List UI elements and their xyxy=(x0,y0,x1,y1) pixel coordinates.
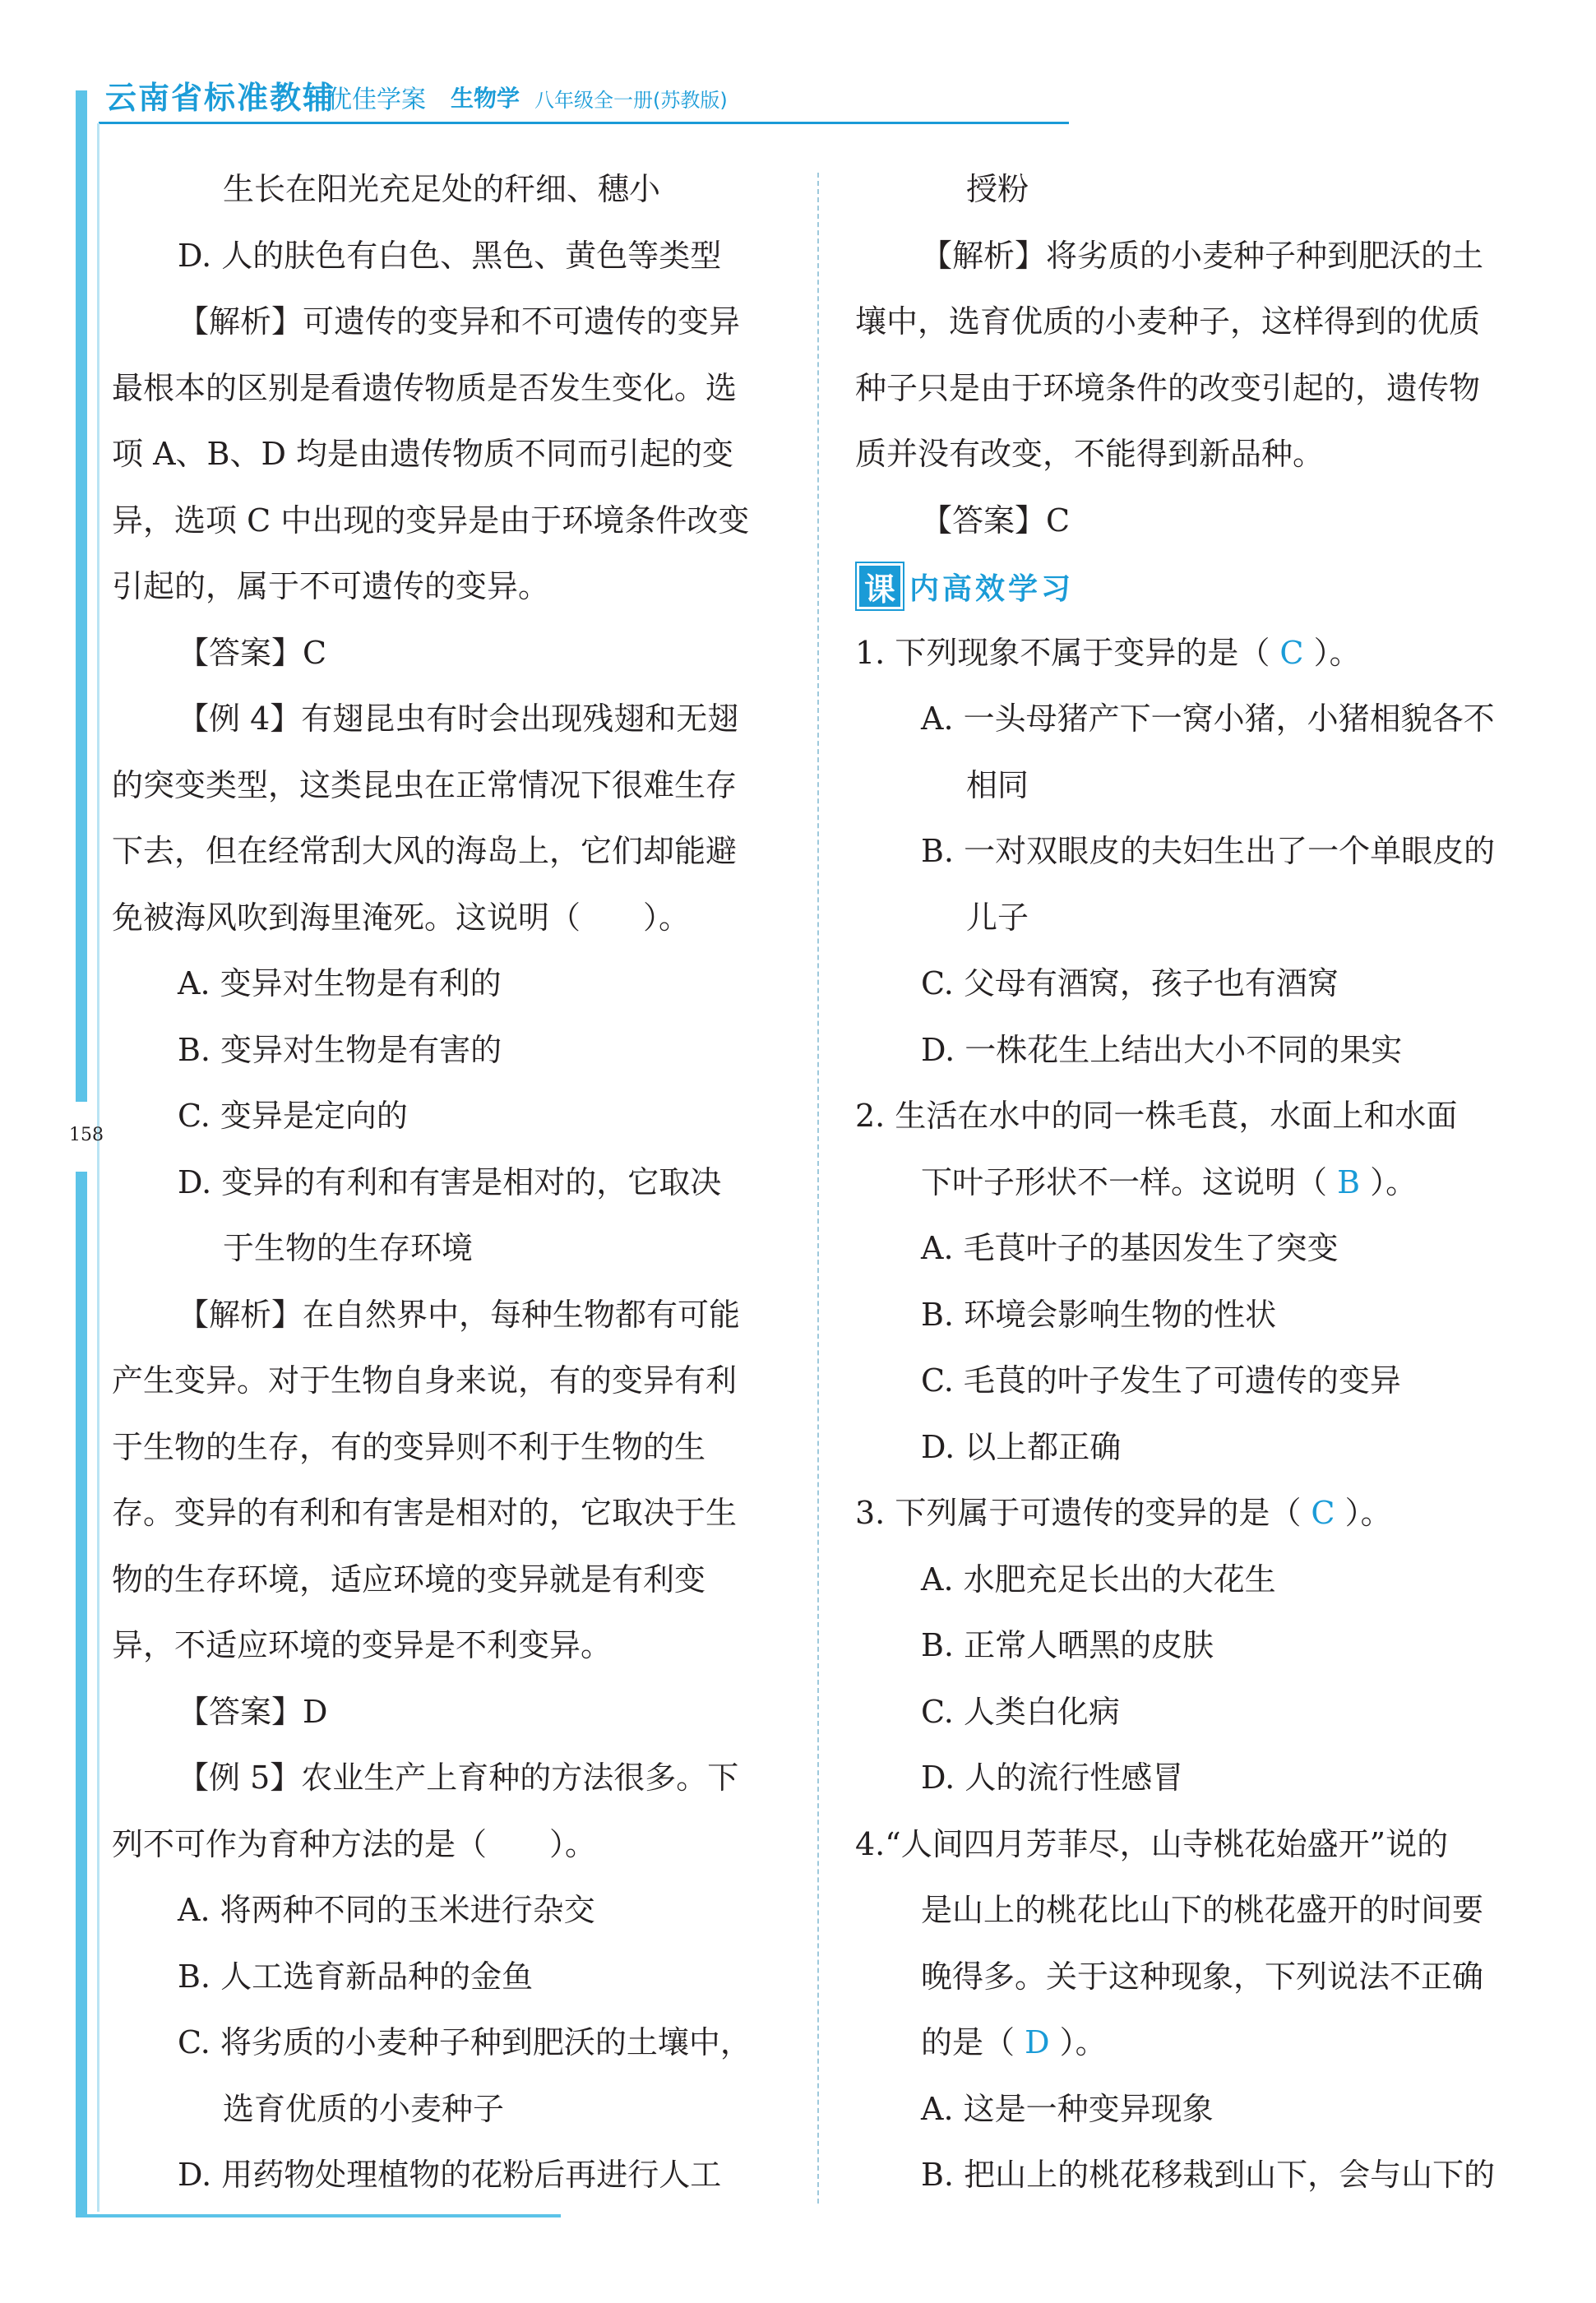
text-line xyxy=(855,2009,1562,2076)
left-column xyxy=(112,156,778,2208)
section-heading xyxy=(855,553,1562,620)
text-line: D. 人的肤色有白色、黑色、黄色等类型 xyxy=(178,237,722,274)
text-line: D. 一株花生上结出大小不同的果实 xyxy=(921,1031,1403,1068)
text-line: 引起的，属于不可遗传的变异。 xyxy=(112,568,550,604)
text-line: A. 毛茛叶子的基因发生了突变 xyxy=(921,1230,1339,1266)
text-line: C. 将劣质的小麦种子种到肥沃的土壤中， xyxy=(178,2024,752,2060)
text-line: 【答案】D xyxy=(178,1693,328,1730)
header-rule xyxy=(99,122,1069,124)
text-line: 选育优质的小麦种子 xyxy=(223,2090,505,2127)
text-line: A. 一头母猪产下一窝小猪，小猪相貌各不 xyxy=(921,701,1495,737)
question-list xyxy=(855,620,1562,2208)
text-line: 种子只是由于环境条件的改变引起的，遗传物 xyxy=(855,369,1481,406)
text-line: 异，选项 C 中出现的变异是由于环境条件改变 xyxy=(112,502,750,539)
text-line: D. 变异的有利和有害是相对的，它取决 xyxy=(178,1163,722,1200)
answer-mark: C xyxy=(1279,634,1304,671)
text-line: 存。变异的有利和有害是相对的，它取决于生 xyxy=(112,1495,738,1531)
text-line: A. 变异对生物是有利的 xyxy=(178,965,502,1001)
footer-rule xyxy=(76,2214,561,2217)
text-line: 4.“人间四月芳菲尽，山寺桃花始盛开”说的 xyxy=(855,1825,1449,1862)
text-line: 是山上的桃花比山下的桃花盛开的时间要 xyxy=(921,1892,1484,1928)
text-line: B. 正常人晒黑的皮肤 xyxy=(921,1627,1214,1663)
text-line: 【解析】将劣质的小麦种子种到肥沃的土 xyxy=(921,237,1484,274)
answer-mark: C xyxy=(1311,1495,1335,1531)
page-header xyxy=(0,0,1596,132)
text-line: 的突变类型，这类昆虫在正常情况下很难生存 xyxy=(112,766,738,803)
text-line: 【解析】在自然界中，每种生物都有可能 xyxy=(178,1296,741,1333)
answer-mark: B xyxy=(1337,1163,1361,1200)
text-line: 授粉 xyxy=(966,171,1029,207)
series-title: 云南省标准教辅 xyxy=(105,80,336,116)
text-line: C. 毛茛的叶子发生了可遗传的变异 xyxy=(921,1362,1401,1399)
answer-mark: D xyxy=(1025,2024,1050,2060)
question-stem: 1. 下列现象不属于变异的是（ xyxy=(855,634,1280,671)
book-title: 优佳学案 xyxy=(327,86,426,114)
text-line: 【答案】C xyxy=(178,634,327,671)
question-stem: 的是（ xyxy=(921,2024,1025,2060)
text-line: 项 A、B、D 均是由遗传物质不同而引起的变 xyxy=(112,436,733,472)
text-line: 【例 4】有翅昆虫有时会出现残翅和无翅 xyxy=(178,701,739,737)
text-line: D. 人的流行性感冒 xyxy=(921,1760,1184,1796)
right-column-text xyxy=(855,156,1562,553)
text-line xyxy=(855,620,1562,687)
text-line: 物的生存环境，适应环境的变异就是有利变 xyxy=(112,1561,706,1598)
text-line: 于生物的生存，有的变异则不利于生物的生 xyxy=(112,1428,706,1465)
text-line: 【例 5】农业生产上育种的方法很多。下 xyxy=(178,1760,739,1796)
text-line: 【解析】可遗传的变异和不可遗传的变异 xyxy=(178,303,741,340)
text-line: 列不可作为育种方法的是（ ）。 xyxy=(112,1825,597,1862)
text-line: C. 变异是定向的 xyxy=(178,1098,408,1134)
question-tail: ）。 xyxy=(1303,634,1361,671)
text-line: C. 父母有酒窝，孩子也有酒窝 xyxy=(921,965,1339,1001)
text-line: D. 以上都正确 xyxy=(921,1428,1122,1465)
subject-label: 生物学 xyxy=(451,85,520,112)
text-line: 壤中，选育优质的小麦种子，这样得到的优质 xyxy=(855,303,1481,340)
right-column xyxy=(855,156,1562,2208)
text-line: B. 人工选育新品种的金鱼 xyxy=(178,1958,534,1995)
text-line xyxy=(855,1480,1562,1547)
text-line: 于生物的生存环境 xyxy=(223,1230,474,1266)
question-tail: ）。 xyxy=(1360,1163,1418,1200)
page-number: 158 xyxy=(69,1125,104,1145)
text-line: 质并没有改变，不能得到新品种。 xyxy=(855,436,1325,472)
text-line: A. 这是一种变异现象 xyxy=(921,2090,1214,2127)
text-line: B. 变异对生物是有害的 xyxy=(178,1031,502,1068)
margin-bar-top xyxy=(76,90,87,1102)
text-line: 产生变异。对于生物自身来说，有的变异有利 xyxy=(112,1362,738,1399)
text-line: A. 水肥充足长出的大花生 xyxy=(921,1561,1276,1598)
column-divider xyxy=(817,173,819,2204)
text-line: D. 用药物处理植物的花粉后再进行人工 xyxy=(178,2157,722,2193)
text-line: 免被海风吹到海里淹死。这说明（ ）。 xyxy=(112,899,691,936)
text-line: 2. 生活在水中的同一株毛茛，水面上和水面 xyxy=(855,1098,1458,1134)
text-line: B. 环境会影响生物的性状 xyxy=(921,1296,1277,1333)
text-line: C. 人类白化病 xyxy=(921,1693,1120,1730)
margin-bar-bottom xyxy=(76,1172,87,2216)
margin-rule xyxy=(97,123,99,2212)
text-line: 儿子 xyxy=(966,899,1029,936)
question-stem: 下叶子形状不一样。这说明（ xyxy=(921,1163,1338,1200)
section-title: 内高效学习 xyxy=(909,571,1075,606)
question-tail: ）。 xyxy=(1049,2024,1107,2060)
question-stem: 3. 下列属于可遗传的变异的是（ xyxy=(855,1495,1311,1531)
text-line: B. 一对双眼皮的夫妇生出了一个单眼皮的 xyxy=(921,833,1496,869)
text-line: 生长在阳光充足处的秆细、穗小 xyxy=(223,171,661,207)
text-line: 异，不适应环境的变异是不利变异。 xyxy=(112,1627,613,1663)
grade-label: 八年级全一册(苏教版) xyxy=(534,89,728,112)
question-tail: ）。 xyxy=(1335,1495,1392,1531)
section-badge: 课 xyxy=(855,562,904,611)
text-line: 相同 xyxy=(966,766,1029,803)
text-line: 下去，但在经常刮大风的海岛上，它们却能避 xyxy=(112,833,738,869)
text-line xyxy=(855,1149,1562,1216)
text-line: 晚得多。关于这种现象，下列说法不正确 xyxy=(921,1958,1484,1995)
text-line: 最根本的区别是看遗传物质是否发生变化。选 xyxy=(112,369,738,406)
text-line: A. 将两种不同的玉米进行杂交 xyxy=(178,1892,595,1928)
text-line: B. 把山上的桃花移栽到山下，会与山下的 xyxy=(921,2157,1496,2193)
text-line: 【答案】C xyxy=(921,502,1071,539)
